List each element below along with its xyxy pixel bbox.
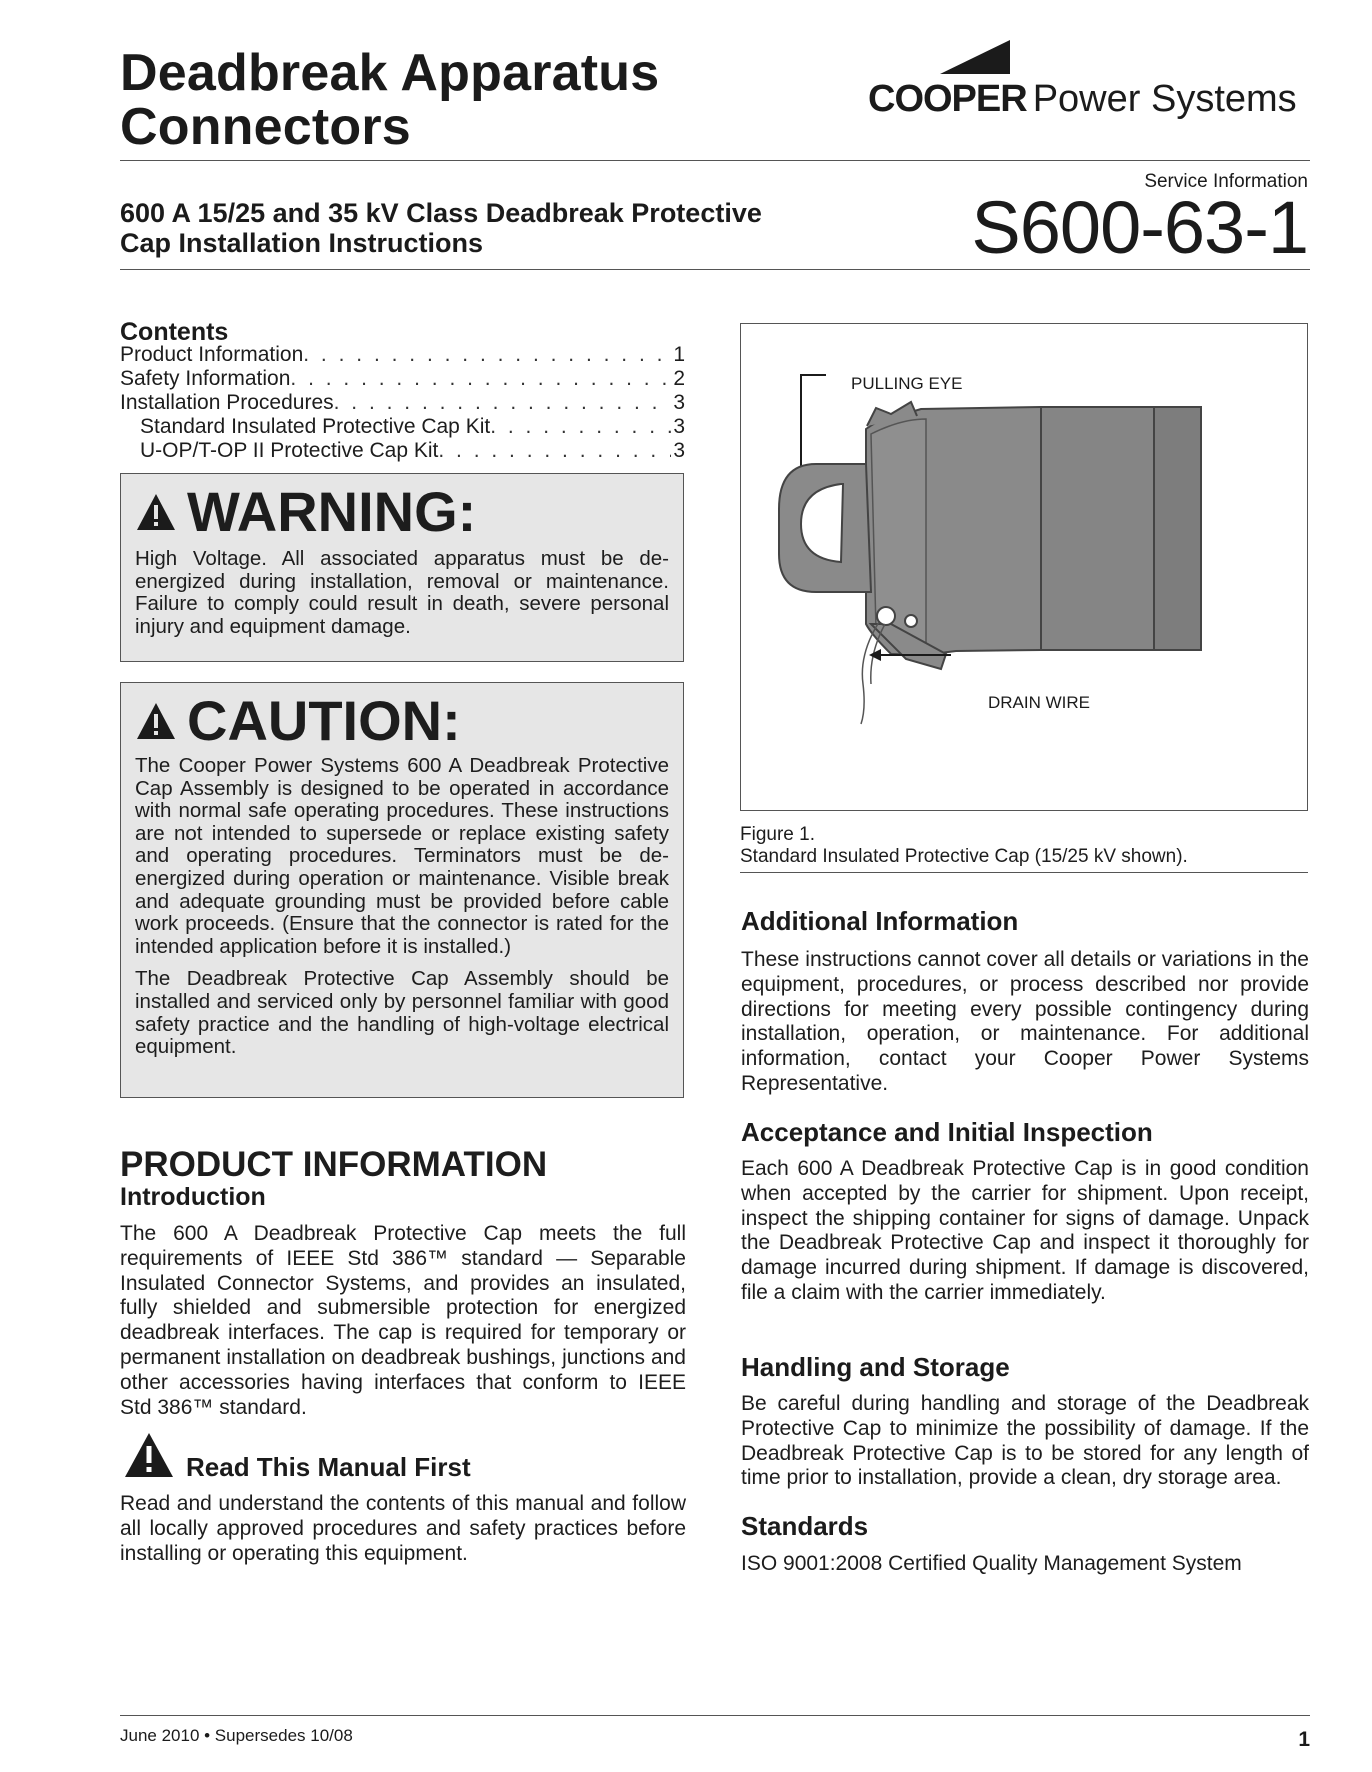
additional-information-heading: Additional Information (741, 906, 1019, 936)
additional-information-text: These instructions cannot cover all details or variations in the equipment, procedures, or process described nor provide directions for meeting every possible contingency during installation, operation, or maintenance. For additional information, contact your Cooper Power Systems Representative. (741, 948, 1309, 1095)
handling-storage-text: Be careful during handling and storage of the Deadbreak Protective Cap to minimize the possibility of damage. If the Deadbreak Protective Cap is to be stored for any length of time prior to installation, provide a clean, dry storage area. (741, 1392, 1309, 1490)
document-title (120, 46, 659, 154)
toc-item-page: 3 (673, 415, 685, 438)
cooper-logo (868, 38, 1310, 118)
toc-item-page: 1 (673, 343, 685, 366)
contents-heading: Contents (120, 318, 229, 346)
toc-item-label: Installation Procedures (120, 391, 334, 414)
protective-cap-illustration (741, 324, 1307, 810)
title-line-1: Deadbreak Apparatus (120, 44, 660, 102)
toc-item-label: Standard Insulated Protective Cap Kit (140, 415, 491, 438)
warning-box (120, 473, 684, 662)
drain-wire-label: DRAIN WIRE (988, 693, 1090, 712)
introduction-text: The 600 A Deadbreak Protective Cap meets the full requirements of IEEE Std 386™ standard — Separable Insulated Connector Systems, and provides an insulated, fully shielded and submersible protection for energized deadbreak interfaces. The cap is required for temporary or permanent installation on deadbreak bushings, junctions and other accessories having interfaces that conform to IEEE Std 386™ standard. (120, 1222, 686, 1419)
standards-heading: Standards (741, 1511, 869, 1541)
figure-caption-divider (740, 872, 1308, 873)
toc-item-label: Product Information (120, 343, 304, 366)
warning-text: High Voltage. All associated apparatus must be de-energized during installation, removal or maintenance. Failure to comply could result in death, severe personal injury and equipment damage. (135, 547, 669, 638)
handling-storage-heading: Handling and Storage (741, 1352, 1010, 1382)
header-divider (120, 160, 1310, 161)
document-number: S600-63-1 (971, 186, 1308, 269)
caution-header (135, 691, 669, 751)
subtitle-line-2: Cap Installation Instructions (120, 228, 484, 258)
figure-1-caption (740, 824, 1308, 868)
caution-triangle-icon (135, 701, 177, 741)
acceptance-inspection-text: Each 600 A Deadbreak Protective Cap is in good condition when accepted by the carrier for shipment. Upon receipt, inspect the shipping container for signs of damage. Unpack the Deadbreak Protective Cap and inspect it thoroughly for damage incurred during shipment. If damage is discovered, file a claim with the carrier immediately. (741, 1157, 1309, 1304)
toc-item[interactable] (120, 367, 685, 391)
table-of-contents (120, 343, 685, 463)
page-number: 1 (1298, 1728, 1310, 1751)
title-line-2: Connectors (120, 98, 411, 156)
read-manual-text: Read and understand the contents of this manual and follow all locally approved procedures and safety practices before installing or operating this equipment. (120, 1492, 686, 1565)
logo-power-systems-text: Power Systems (1032, 78, 1297, 120)
toc-item-label: U-OP/T-OP II Protective Cap Kit (140, 439, 439, 462)
document-subtitle (120, 198, 900, 258)
read-manual-heading: Read This Manual First (186, 1452, 471, 1482)
read-manual-warning-icon (124, 1432, 174, 1483)
toc-item[interactable] (120, 343, 685, 367)
logo-cooper-text: COOPER (868, 78, 1027, 120)
toc-item-page: 2 (673, 367, 685, 390)
warning-header (135, 482, 669, 542)
standards-text: ISO 9001:2008 Certified Quality Management System (741, 1552, 1242, 1575)
caution-heading: CAUTION: (187, 689, 461, 752)
toc-item-page: 3 (673, 391, 685, 414)
toc-item[interactable] (120, 415, 685, 439)
service-information-label: Service Information (1144, 171, 1308, 192)
acceptance-inspection-heading: Acceptance and Initial Inspection (741, 1117, 1153, 1147)
toc-item[interactable] (120, 391, 685, 415)
figure-caption-line-2: Standard Insulated Protective Cap (15/25 kV shown). (740, 846, 1188, 867)
caution-paragraph-1: The Cooper Power Systems 600 A Deadbreak Protective Cap Assembly is designed to be operated in accordance with normal safe operating procedures. These instructions are not intended to supersede or replace existing safety and operating procedures. Terminators must be de-energized during operation or maintenance. Visible break and adequate grounding must be provided before cable work proceeds. (Ensure that the connector is rated for the intended application before it is installed.) (135, 754, 669, 958)
subtitle-line-1: 600 A 15/25 and 35 kV Class Deadbreak Protective (120, 198, 762, 228)
introduction-heading: Introduction (120, 1183, 266, 1211)
footer-date: June 2010 • Supersedes 10/08 (120, 1726, 353, 1745)
caution-box (120, 682, 684, 1098)
figure-caption-line-1: Figure 1. (740, 824, 815, 845)
product-information-heading: PRODUCT INFORMATION (120, 1145, 548, 1184)
footer-divider (120, 1715, 1310, 1716)
subtitle-divider (120, 269, 1310, 270)
pulling-eye-label: PULLING EYE (851, 374, 963, 393)
warning-heading: WARNING: (187, 480, 477, 543)
logo-flag-icon (940, 40, 1010, 74)
toc-item-page: 3 (673, 439, 685, 462)
toc-item[interactable] (120, 439, 685, 463)
toc-item-label: Safety Information (120, 367, 291, 390)
warning-triangle-icon (135, 492, 177, 532)
caution-paragraph-2: The Deadbreak Protective Cap Assembly should be installed and serviced only by personnel familiar with good safety practice and the handling of high-voltage electrical equipment. (135, 967, 669, 1059)
figure-1-frame (740, 323, 1308, 811)
